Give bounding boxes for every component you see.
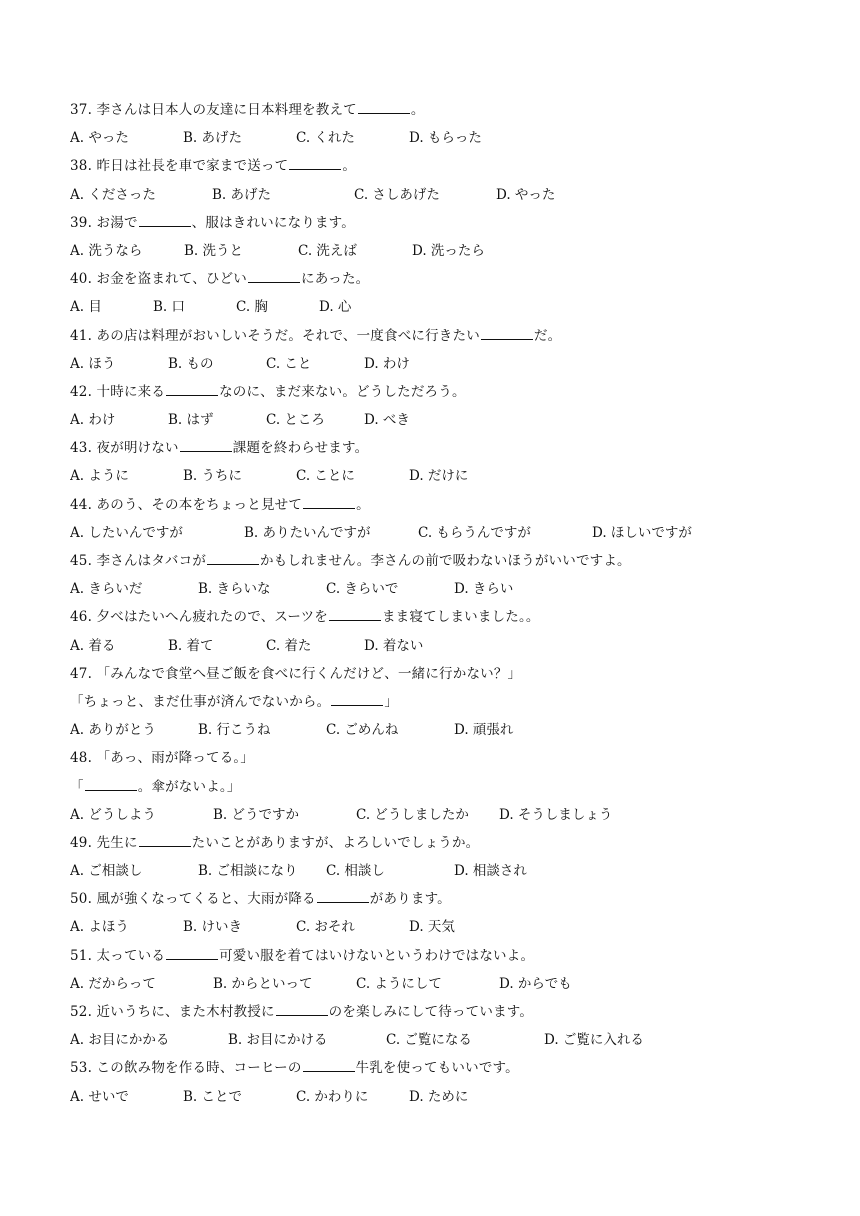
- option-c: C. ご覧になる: [386, 1032, 472, 1049]
- option-b: B. 着て: [168, 637, 214, 654]
- stem-text: なのに、まだ来ない。どうしただろう。: [219, 383, 466, 400]
- option-c: C. きらいで: [326, 581, 399, 598]
- option-b: B. きらいな: [198, 581, 271, 598]
- option-a: A. よほう: [70, 919, 129, 936]
- option-b: B. ご相談になり: [198, 863, 298, 880]
- option-d: D. きらい: [454, 581, 514, 598]
- question-46-options: [70, 632, 810, 660]
- option-d: D. 心: [319, 299, 352, 316]
- answer-blank: [358, 101, 410, 114]
- stem-text: 47. 「みんなで食堂へ昼ご飯を食べに行くんだけど、一緒に行かない？」: [70, 665, 522, 682]
- stem-text: 52. 近いうちに、また木村教授に: [70, 1004, 275, 1020]
- question-51-options: [70, 970, 810, 998]
- option-d: D. 天気: [409, 919, 455, 936]
- option-c: C. くれた: [296, 130, 355, 147]
- stem-text: 「ちょっと、まだ仕事が済んでないから。: [70, 693, 331, 710]
- option-a: A. やった: [70, 130, 129, 147]
- option-d: D. やった: [496, 186, 556, 203]
- stem-text: たいことがありますが、よろしいでしょうか。: [191, 834, 480, 851]
- option-b: B. ありたいんですが: [244, 524, 371, 541]
- option-a: A. せいで: [70, 1088, 129, 1105]
- option-b: B. どうですか: [213, 806, 300, 823]
- stem-text: 「: [70, 778, 84, 795]
- option-a: A. ご相談し: [70, 863, 143, 880]
- answer-blank: [331, 693, 383, 706]
- option-a: A. くださった: [70, 186, 156, 203]
- question-49-options: [70, 857, 810, 885]
- option-d: D. 頑張れ: [454, 722, 514, 739]
- answer-blank: [289, 157, 341, 170]
- stem-text: 41. あの店は料理がおいしいそうだ。それで、一度食べに行きたい: [70, 327, 480, 344]
- option-b: B. はず: [168, 412, 214, 429]
- option-c: C. 胸: [236, 299, 268, 316]
- question-47-reply: [70, 688, 810, 716]
- option-b: B. けいき: [183, 919, 243, 936]
- answer-blank: [166, 947, 218, 960]
- question-44-options: [70, 519, 810, 547]
- question-38-options: [70, 181, 810, 209]
- question-47-stem: [70, 660, 810, 688]
- option-d: D. ために: [409, 1088, 469, 1105]
- question-37-options: [70, 124, 810, 152]
- option-c: C. ごめんね: [326, 722, 399, 739]
- question-50-options: [70, 913, 810, 941]
- option-a: A. 着る: [70, 637, 116, 654]
- option-d: D. ご覧に入れる: [544, 1032, 644, 1049]
- question-43-stem: [70, 434, 810, 462]
- stem-text: 50. 風が強くなってくると、大雨が降る: [70, 891, 316, 908]
- option-c: C. 洗えば: [298, 242, 357, 259]
- stem-text: 53. この飲み物を作る時、コーヒーの: [70, 1060, 302, 1077]
- option-a: A. 洗うなら: [70, 242, 143, 259]
- question-47-options: [70, 716, 810, 744]
- stem-text: 」: [384, 693, 399, 710]
- option-a: A. ほう: [70, 355, 116, 372]
- question-45-options: [70, 575, 810, 603]
- stem-text: かもしれません。李さんの前で吸わないほうがいいですよ。: [260, 553, 631, 569]
- option-d: D. べき: [364, 412, 410, 429]
- option-c: C. ようにして: [356, 975, 442, 992]
- option-c: C. ことに: [296, 468, 355, 485]
- stem-text: 。傘がないよ。」: [137, 778, 241, 795]
- answer-blank: [317, 890, 369, 903]
- option-c: C. 着た: [266, 637, 312, 654]
- stem-text: 39. お湯で: [70, 214, 138, 231]
- answer-blank: [303, 1059, 355, 1072]
- question-41-stem: [70, 322, 810, 350]
- stem-text: 42. 十時に来る: [70, 383, 166, 400]
- option-c: C. どうしましたか: [356, 806, 469, 823]
- question-49-stem: [70, 829, 810, 857]
- answer-blank: [248, 270, 300, 283]
- option-b: B. 行こうね: [198, 722, 271, 739]
- question-39-options: [70, 237, 810, 265]
- option-c: C. 相談し: [326, 863, 385, 880]
- question-42-stem: [70, 378, 810, 406]
- question-46-stem: [70, 603, 810, 631]
- stem-text: 46. 夕べはたいへん疲れたので、スーツを: [70, 609, 328, 626]
- option-a: A. したいんですが: [70, 524, 183, 541]
- answer-blank: [166, 383, 218, 396]
- question-53-options: [70, 1083, 810, 1111]
- answer-blank: [303, 496, 355, 509]
- answer-blank: [329, 608, 381, 621]
- option-a: A. だからって: [70, 975, 156, 992]
- option-c: C. ところ: [266, 412, 325, 429]
- question-44-stem: [70, 491, 810, 519]
- question-40-options: [70, 293, 810, 321]
- option-b: B. からといって: [213, 975, 313, 992]
- stem-text: 牛乳を使ってもいいです。: [355, 1060, 519, 1077]
- stem-text: 可愛い服を着てはいけないというわけではないよ。: [219, 947, 535, 964]
- stem-text: があります。: [369, 891, 451, 908]
- answer-blank: [139, 834, 191, 847]
- option-b: B. うちに: [183, 468, 243, 485]
- option-d: D. 着ない: [364, 637, 424, 654]
- option-b: B. もの: [168, 355, 214, 372]
- stem-text: 45. 李さんはタバコが: [70, 553, 207, 569]
- option-d: D. だけに: [409, 468, 469, 485]
- question-48-stem: [70, 744, 810, 772]
- question-list: [70, 96, 810, 1111]
- stem-text: 。: [356, 496, 370, 513]
- question-51-stem: [70, 942, 810, 970]
- stem-text: にあった。: [301, 271, 370, 288]
- question-50-stem: [70, 885, 810, 913]
- option-d: D. 相談され: [454, 863, 527, 880]
- answer-blank: [139, 214, 191, 227]
- option-d: D. もらった: [409, 130, 482, 147]
- option-a: A. ように: [70, 468, 129, 485]
- option-a: A. きらいだ: [70, 581, 143, 598]
- answer-blank: [85, 778, 137, 791]
- option-b: B. ことで: [183, 1088, 243, 1105]
- stem-text: 。: [342, 158, 357, 175]
- answer-blank: [481, 327, 533, 340]
- question-41-options: [70, 350, 810, 378]
- option-a: A. 目: [70, 299, 102, 316]
- stem-text: 49. 先生に: [70, 834, 138, 851]
- option-d: D. わけ: [364, 355, 410, 372]
- answer-blank: [276, 1003, 328, 1016]
- question-37-stem: [70, 96, 810, 124]
- stem-text: 課題を終わらせます。: [232, 440, 369, 457]
- option-a: A. どうしよう: [70, 806, 156, 823]
- option-b: B. あげた: [212, 186, 272, 203]
- option-a: A. ありがとう: [70, 722, 156, 739]
- question-52-options: [70, 1026, 810, 1054]
- option-c: C. さしあげた: [354, 186, 440, 203]
- stem-text: 51. 太っている: [70, 947, 166, 964]
- stem-text: 44. あのう、その本をちょっと見せて: [70, 496, 303, 513]
- stem-text: 43. 夜が明けない: [70, 440, 179, 457]
- option-d: D. ほしいですが: [592, 524, 692, 541]
- option-b: B. 洗うと: [184, 242, 244, 259]
- option-b: B. お目にかける: [228, 1032, 328, 1049]
- stem-text: 。: [410, 102, 425, 118]
- option-a: A. お目にかかる: [70, 1032, 170, 1049]
- option-d: D. そうしましょう: [499, 806, 613, 823]
- question-40-stem: [70, 265, 810, 293]
- question-45-stem: [70, 547, 810, 575]
- question-38-stem: [70, 152, 810, 180]
- question-52-stem: [70, 998, 810, 1026]
- option-c: C. かわりに: [296, 1088, 369, 1105]
- option-b: B. あげた: [183, 130, 243, 147]
- stem-text: 37. 李さんは日本人の友達に日本料理を教えて: [70, 102, 357, 118]
- stem-text: 38. 昨日は社長を車で家まで送って: [70, 158, 289, 175]
- question-48-reply: [70, 773, 810, 801]
- question-43-options: [70, 462, 810, 490]
- option-d: D. 洗ったら: [412, 242, 485, 259]
- answer-blank: [207, 552, 259, 565]
- question-53-stem: [70, 1054, 810, 1082]
- stem-text: 、服はきれいになります。: [191, 214, 355, 231]
- stem-text: だ。: [533, 327, 562, 344]
- answer-blank: [180, 439, 232, 452]
- stem-text: のを楽しみにして待っています。: [328, 1004, 534, 1020]
- question-42-options: [70, 406, 810, 434]
- question-48-options: [70, 801, 810, 829]
- stem-text: 40. お金を盗まれて、ひどい: [70, 271, 247, 288]
- option-b: B. 口: [153, 299, 186, 316]
- stem-text: まま寝てしまいました。。: [381, 609, 540, 626]
- option-c: C. もらうんですが: [418, 524, 531, 541]
- option-c: C. こと: [266, 355, 312, 372]
- stem-text: 48. 「あっ、雨が降ってる。」: [70, 750, 255, 767]
- option-d: D. からでも: [499, 975, 572, 992]
- option-c: C. おそれ: [296, 919, 355, 936]
- option-a: A. わけ: [70, 412, 116, 429]
- question-39-stem: [70, 209, 810, 237]
